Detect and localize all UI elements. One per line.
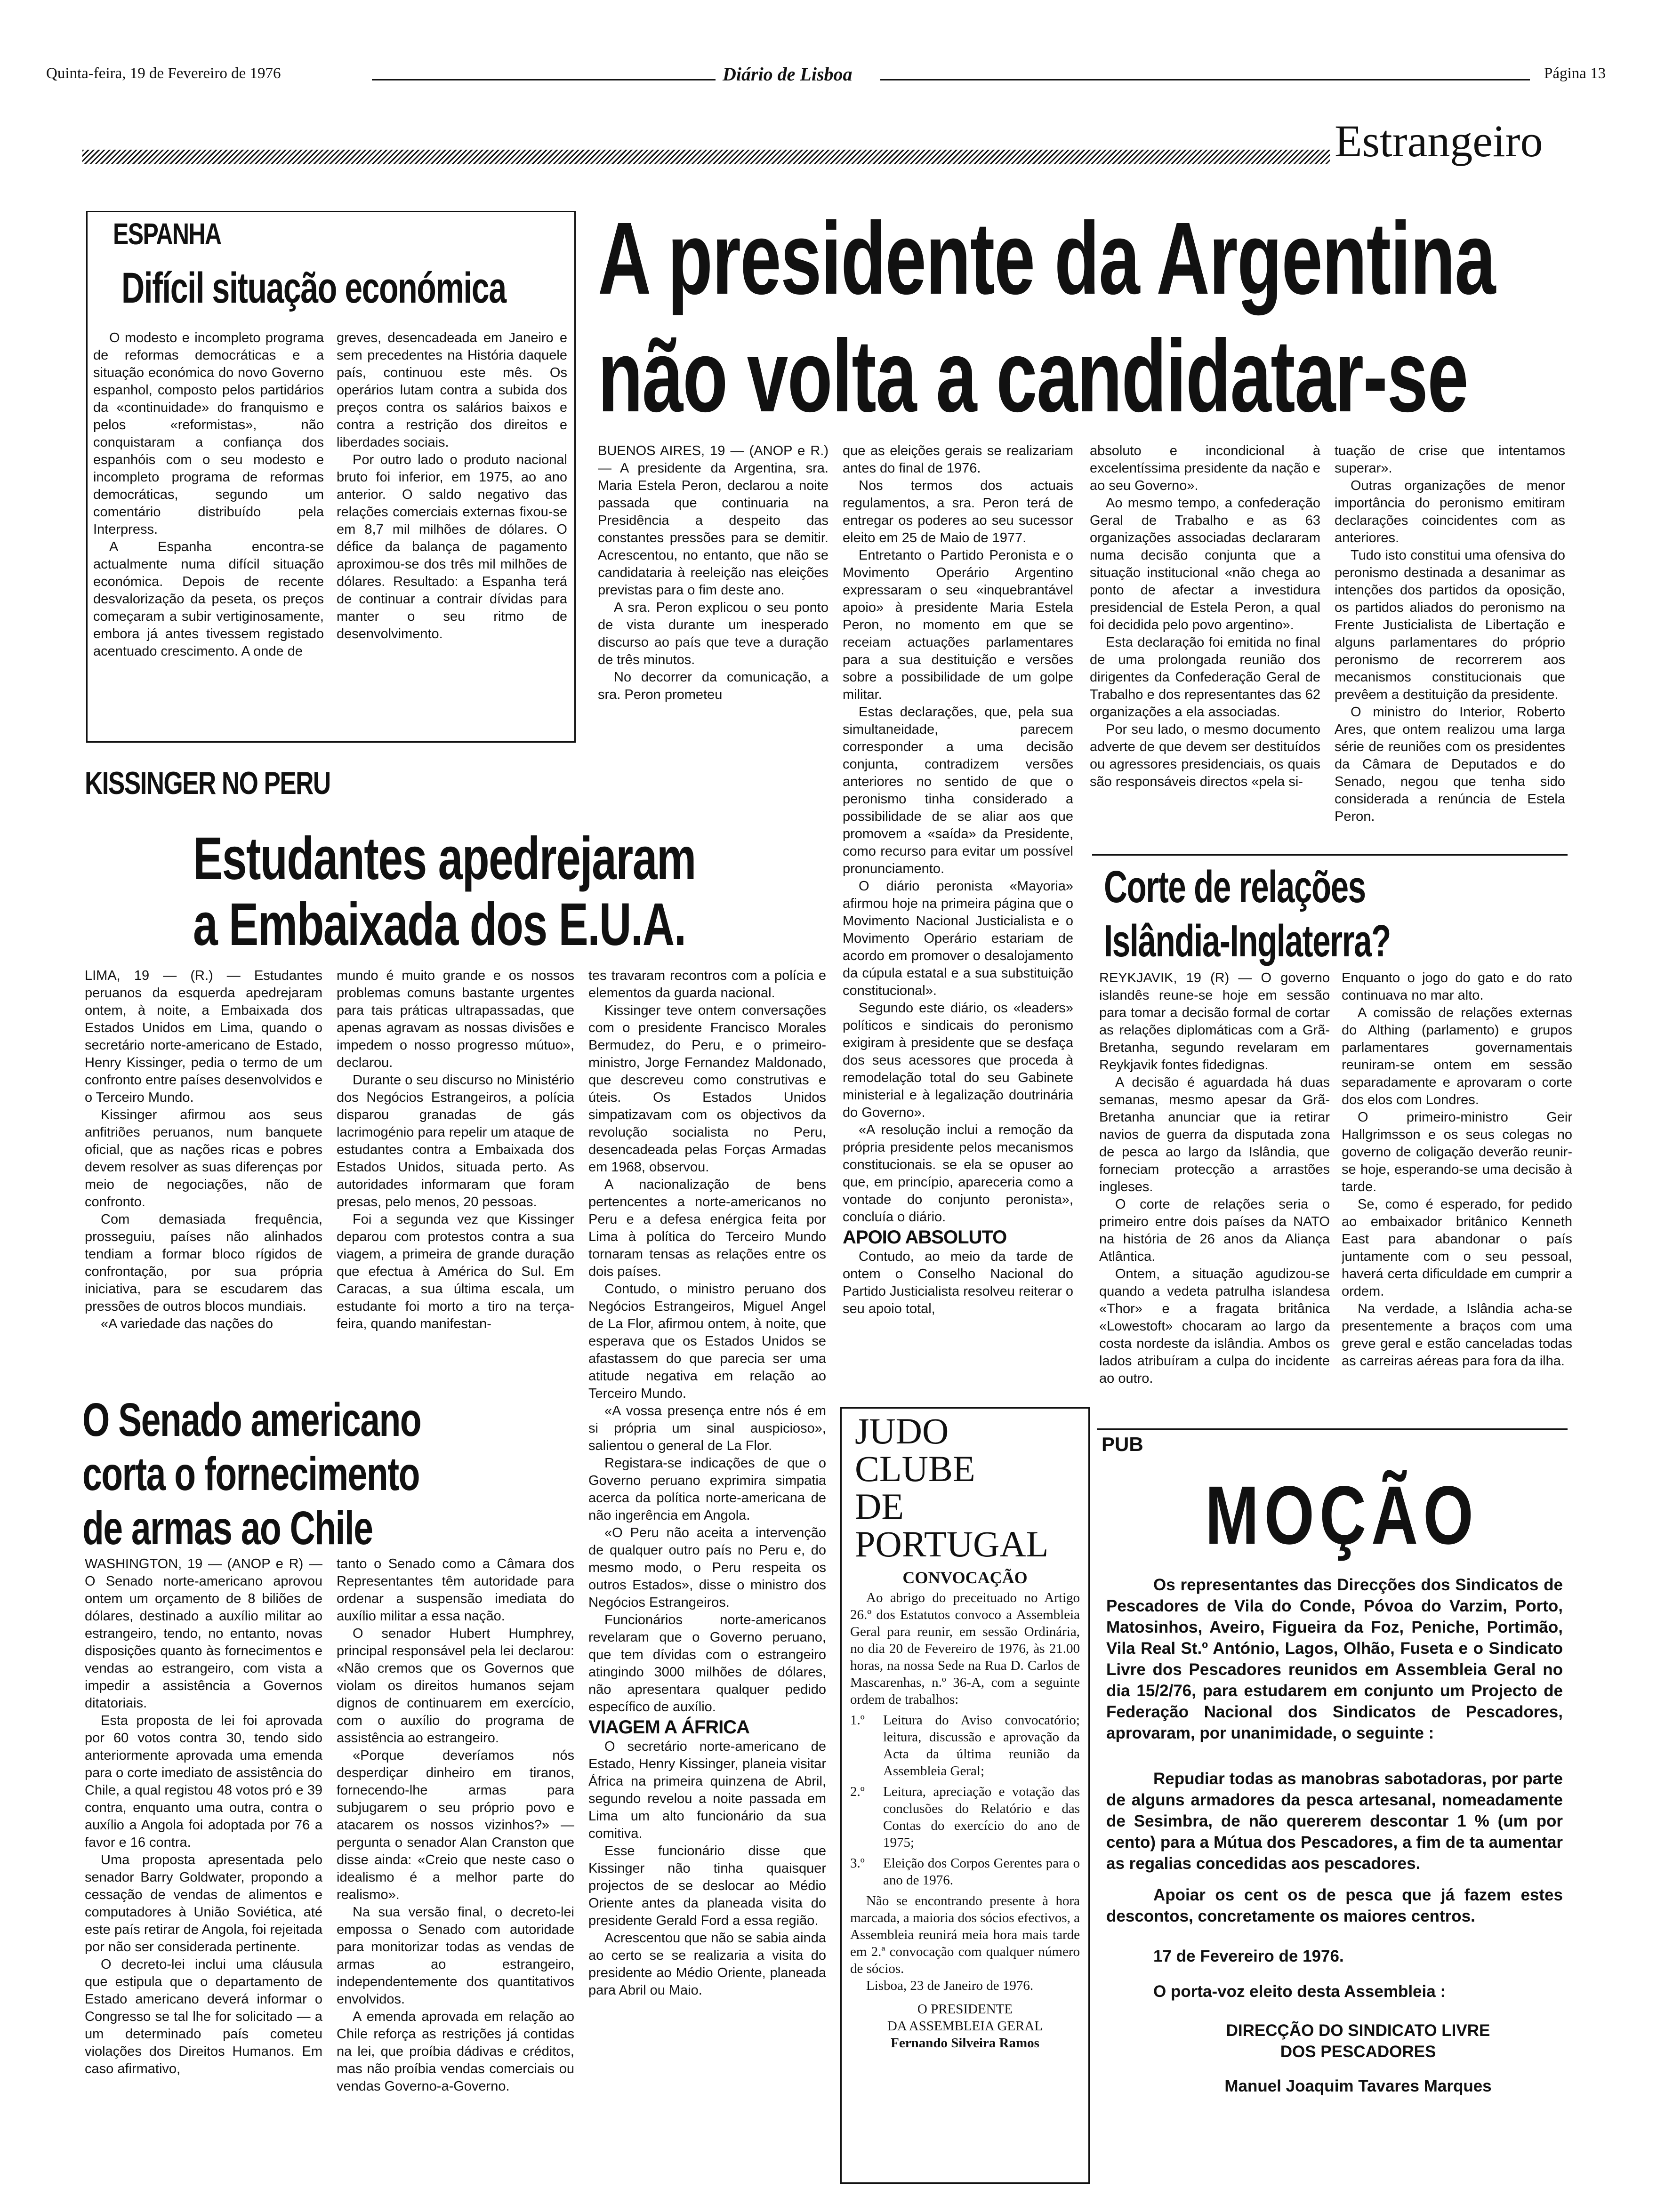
argentina-col2 [843, 442, 1073, 1431]
mocao-org-1: DIRECÇÃO DO SINDICATO LIVRE [1226, 2021, 1490, 2040]
kissinger-col3 [588, 967, 826, 2191]
islandia-headline-1: Corte de relações [1104, 862, 1366, 912]
espanha-col1 [93, 329, 324, 739]
paragraph: «Porque deveríamos nós desperdiçar dinheiro em tiranos, fornecendo-lhe armas para subjugarem o seu próprio povo e atacarem os nossos vizinhos?» — pergunta o senador Alan Cranston que disse ainda: «Creio que neste caso o idealismo é a melhor parte do realismo». [337, 1748, 574, 1902]
paragraph: Os representantes das Direcções dos Sindicatos de Pescadores de Vila do Conde, Póvoa do Varzim, Porto, Matosinhos, Aveiro, Figueira da Foz, Peniche, Portimão, Vila Real St.º António, Lagos, Olhão, Fuseta e o Sindicato Livre dos Pescadores reunidos em Assembleia Geral no dia 15/2/76, para estudarem em conjunto um Projecto de Federação Nacional dos Sindicatos de Pescadores, aprovaram, por unanimidade, o seguinte : [1106, 1576, 1563, 1742]
paragraph: Na verdade, a Islândia acha-se presentemente a braços com uma greve geral e estão canceladas todas as carreiras aéreas para fora da ilha. [1342, 1301, 1572, 1369]
judo-title-2: CLUBE [855, 1448, 975, 1489]
paragraph: Tudo isto constitui uma ofensiva do peronismo destinada a desanimar as intenções dos partidos da oposição, os partidos aliados do peronismo na Frente Justicialista de Libertação e alguns parlamentares do próprio peronismo de recorrerem aos mecanismos constitucionais que prevêem a destituição da presidente. [1335, 548, 1565, 702]
paragraph: O diário peronista «Mayoria» afirmou hoje na primeira página que o Movimento Nacional Justicialista e o Movimento Operário estariam de acordo em promover o desalojamento da cúpula estatal e a sua substituição constitucional». [843, 879, 1073, 998]
paragraph: Esta declaração foi emitida no final de uma prolongada reunião dos dirigentes da Confederação Geral de Trabalho e dos representantes das 62 organizações a ela associadas. [1090, 635, 1320, 720]
espanha-kicker: ESPANHA [113, 217, 221, 251]
judo-title-4: PORTUGAL [855, 1523, 1049, 1564]
paragraph: Entretanto o Partido Peronista e o Movimento Operário Argentino expressaram o seu «inquebrantável apoio» à presidente Maria Estela Peron, no momento em que se receiam actuações parlamentares para a sua destituição e versões sobre a possibilidade de um golpe militar. [843, 548, 1073, 702]
paragraph: O primeiro-ministro Geir Hallgrimsson e os seus colegas no governo de coligação deverão reunir-se hoje, esperando-se uma decisão à tarde. [1342, 1110, 1572, 1194]
espanha-title: Difícil situação económica [121, 264, 506, 312]
masthead: Diário de Lisboa [723, 64, 853, 85]
header-rule-right [880, 79, 1530, 80]
paragraph: WASHINGTON, 19 — (ANOP e R) — O Senado norte-americano aprovou ontem um orçamento de 8 biliões de dólares, destinado a auxílio militar ao estrangeiro, tendo, no entanto, novas disposições quanto às fornecimentos e vendas ao estrangeiro, com vista a impedir a assistência a Governos ditatoriais. [85, 1556, 322, 1711]
paragraph: O ministro do Interior, Roberto Ares, que ontem realizou uma larga série de reuniões com os presidentes da Câmara de Deputados e do Senado, negou que tenha sido considerada a renúncia de Estela Peron. [1335, 705, 1565, 824]
africa-subheading: VIAGEM A ÁFRICA [588, 1717, 750, 1738]
paragraph: O secretário norte-americano de Estado, Henry Kissinger, planeia visitar África na primeira quinzena de Abril, segundo revelou a noite passada em Lima um alto funcionário da sua comitiva. [588, 1739, 826, 1841]
kissinger-kicker: KISSINGER NO PERU [85, 765, 330, 801]
paragraph: tanto o Senado como a Câmara dos Representantes têm autoridade para ordenar a suspensão imediata do auxílio militar a essa nação. [337, 1556, 574, 1624]
senado-col2 [337, 1555, 574, 2186]
header-date: Quinta-feira, 19 de Fevereiro de 1976 [46, 65, 281, 82]
islandia-col1 [1099, 970, 1330, 1421]
paragraph: Segundo este diário, os «leaders» políticos e sindicais do peronismo exigiram à presidente que se desfaça dos seus acessores que proceda à remodelação total do seu Gabinete ministerial e à legalização doutrinária do Governo». [843, 1001, 1073, 1120]
islandia-top-rule [1092, 854, 1568, 856]
place-date: Lisboa, 23 de Janeiro de 1976. [866, 1978, 1034, 1993]
paragraph: absoluto e incondicional à excelentíssima presidente da nação e ao seu Governo». [1090, 443, 1320, 493]
agenda-item: 3.º Eleição dos Corpos Gerentes para o ano de 1976. [850, 1856, 1080, 1888]
kissinger-col2 [337, 967, 574, 1381]
senado-headline-2: corta o fornecimento [82, 1448, 419, 1500]
islandia-col2 [1342, 970, 1572, 1421]
signature-title-1: O PRESIDENTE [917, 2002, 1013, 2017]
paragraph: Por seu lado, o mesmo documento adverte de que devem ser destituídos ou agressores presidenciais, os quais são responsáveis directos «pela si- [1090, 722, 1320, 789]
paragraph: No decorrer da comunicação, a sra. Peron prometeu [598, 670, 828, 702]
argentina-col1 [598, 442, 828, 753]
kissinger-headline-2: a Embaixada dos E.U.A. [193, 891, 686, 958]
argentina-col4 [1335, 442, 1565, 857]
paragraph: O senador Hubert Humphrey, principal responsável pela lei declarou: «Não cremos que os Governos que violam os direitos humanos sejam dignos de continuarem em exercício, com o auxílio do programa de assistência ao estrangeiro. [337, 1626, 574, 1746]
paragraph: A emenda aprovada em relação ao Chile reforça as restrições já contidas na lei, que proíbia dádivas e créditos, mas não proíbia vendas comerciais ou vendas Governo-a-Governo. [337, 2009, 574, 2094]
pub-label: PUB [1102, 1433, 1143, 1455]
paragraph: mundo é muito grande e os nossos problemas comuns bastante urgentes para tais práticas ultrapassadas, que apenas agravam as nossas divisões e impedem o nosso progresso mútuo», declarou. [337, 968, 574, 1070]
judo-title-3: DE [855, 1486, 904, 1527]
paragraph: Contudo, ao meio da tarde de ontem o Conselho Nacional do Partido Justicialista resolveu reiterar o seu apoio total, [843, 1249, 1073, 1316]
paragraph: O decreto-lei inclui uma cláusula que estipula que o departamento de Estado americano deverá informar o Congresso se tal lhe for solicitado — a um determinado país cometeu violações dos Direitos Humanos. Em caso afirmativo, [85, 1957, 322, 2076]
paragraph: LIMA, 19 — (R.) — Estudantes peruanos da esquerda apedrejaram ontem, à noite, a Embaixada dos Estados Unidos em Lima, quando o secretário norte-americano de Estado, Henry Kissinger, pedia o termo de um confronto entre países desenvolvidos e o Terceiro Mundo. [85, 968, 322, 1105]
paragraph: Na sua versão final, o decreto-lei empossa o Senado com autoridade para monitorizar todas as vendas de armas ao estrangeiro, independentemente dos quantitativos envolvidos. [337, 1905, 574, 2007]
judo-notice-box [840, 1407, 1090, 2184]
paragraph: Esse funcionário disse que Kissinger não tinha quaisquer projectos de se deslocar ao Médio Oriente antes da planeada visita do presidente Gerald Ford a essa região. [588, 1843, 826, 1928]
kissinger-headline-1: Estudantes apedrejaram [193, 825, 696, 892]
paragraph: Uma proposta apresentada pelo senador Barry Goldwater, propondo a cessação de vendas de alimentos e computadores à União Soviética, até este país retirar de Angola, foi rejeitada por não ser considerada pertinente. [85, 1852, 322, 1955]
paragraph: O modesto e incompleto programa de reformas democráticas e a situação económica do novo Governo espanhol, composto pelos partidários da «continuidade» do franquismo e pelos «reformistas», não conquistaram a confiança dos espanhóis com o seu modesto e incompleto programa de reformas democráticas, segundo um comentário distribuído pela Interpress. [93, 330, 324, 537]
paragraph: Não se encontrando presente à hora marcada, a maioria dos sócios efectivos, a Assembleia reunirá meia hora mais tarde em 2.ª convocação com qualquer número de sócios. [850, 1893, 1080, 1976]
espanha-col2 [337, 329, 567, 739]
mocao-title: MOÇÃO [1205, 1469, 1479, 1562]
senado-col1 [85, 1555, 322, 2186]
paragraph: «A vossa presença entre nós é em si própria um sinal auspicioso», salientou o general de La Flor. [588, 1403, 826, 1453]
paragraph: A Espanha encontra-se actualmente numa difícil situação económica. Depois de recente desvalorização da peseta, os preços começaram a subir vertiginosamente, embora já antes tivessem registado acentuado crescimento. A onde de [93, 539, 324, 659]
senado-headline-1: O Senado americano [82, 1394, 421, 1446]
paragraph: Enquanto o jogo do gato e do rato continuava no mar alto. [1342, 970, 1572, 1003]
paragraph: Por outro lado o produto nacional bruto foi inferior, em 1975, ao ano anterior. O saldo negativo das relações comerciais externas fixou-se em 8,7 mil milhões de dólares. O défice da balança de pagamento aproximou-se dos três mil milhões de dólares. Resultado: a Espanha terá de continuar a contrair dívidas para manter o seu ritmo de desenvolvimento. [337, 452, 567, 641]
mocao-signer: Manuel Joaquim Tavares Marques [1224, 2077, 1492, 2095]
mocao-porta-voz: O porta-voz eleito desta Assembleia : [1153, 1982, 1446, 2001]
paragraph: A comissão de relações externas do Althing (parlamento) e grupos parlamentares governamentais reuniram-se ontem em sessão separadamente e aprovaram o corte dos elos com Londres. [1342, 1005, 1572, 1107]
agenda-item: 2.º Leitura, apreciação e votação das conclusões do Relatório e das Contas do exercício do ano de 1975; [850, 1784, 1080, 1850]
paragraph: Durante o seu discurso no Ministério dos Negócios Estrangeiros, a polícia disparou granadas de gás lacrimogénio para repelir um ataque de estudantes contra a Embaixada dos Estados Unidos, situada perto. As autoridades informaram que foram presas, pelo menos, 20 pessoas. [337, 1073, 574, 1210]
paragraph: Nos termos dos actuais regulamentos, a sra. Peron terá de entregar os poderes ao seu sucessor eleito em 25 de Maio de 1977. [843, 478, 1073, 545]
paragraph: tes travaram recontros com a polícia e elementos da guarda nacional. [588, 968, 826, 1001]
section-hatch-band [82, 150, 1330, 164]
paragraph: Acrescentou que não se sabia ainda ao certo se se realizaria a visita do presidente ao Médio Oriente, planeada para Abril ou Maio. [588, 1931, 826, 1998]
paragraph: O corte de relações seria o primeiro entre dois países da NATO na história de 26 anos da Aliança Atlântica. [1099, 1197, 1330, 1264]
pub-top-rule [1097, 1428, 1568, 1430]
paragraph: Outras organizações de menor importância do peronismo emitiram declarações coincidentes com as anteriores. [1335, 478, 1565, 545]
paragraph: A nacionalização de bens pertencentes a norte-americanos no Peru e a defesa enérgica feita por Lima à política do Terceiro Mundo tornaram tensas as relações entre os dois países. [588, 1177, 826, 1279]
paragraph: tuação de crise que intentamos superar». [1335, 443, 1565, 476]
paragraph: Registara-se indicações de que o Governo peruano exprimira simpatia acerca da política norte-americana de não ingerência em Angola. [588, 1456, 826, 1523]
argentina-headline-2: não volta a candidatar-se [598, 319, 1468, 433]
paragraph: Funcionários norte-americanos revelaram que o Governo peruano, que tem dívidas com o estrangeiro atingindo 3000 milhões de dólares, não apresentara qualquer pedido específico de auxílio. [588, 1612, 826, 1715]
argentina-col3 [1090, 442, 1320, 857]
paragraph: BUENOS AIRES, 19 — (ANOP e R.) — A presidente da Argentina, sra. Maria Estela Peron, declarou a noite passada que continuaria na Presidência a despeito das constantes pressões para se demitir. Acrescentou, no entanto, que não se candidataria à reeleição nas eleições previstas para o fim deste ano. [598, 443, 828, 598]
paragraph: Contudo, o ministro peruano dos Negócios Estrangeiros, Miguel Angel de La Flor, afirmou ontem, à noite, que esperava que os Estados Unidos se afastassem do que parecia ser uma atitude negativa em relação ao Terceiro Mundo. [588, 1282, 826, 1401]
paragraph: REYKJAVIK, 19 (R) — O governo islandês reune-se hoje em sessão para tomar a decisão formal de cortar as relações diplomáticas com a Grã-Bretanha, segundo revelaram em Reykjavik fontes fidedignas. [1099, 970, 1330, 1073]
islandia-headline-2: Islândia-Inglaterra? [1104, 916, 1391, 966]
paragraph: Foi a segunda vez que Kissinger deparou com protestos contra a sua viagem, a primeira de grande duração que efectua à América do Sul. Em Caracas, a sua última escala, um estudante foi morto a tiro na terça-feira, quando manifestan- [337, 1212, 574, 1331]
kissinger-col1 [85, 967, 322, 1381]
paragraph: Apoiar os cent os de pesca que já fazem estes descontos, concretamente os maiores centros. [1106, 1886, 1563, 1925]
judo-convocacao: CONVOCAÇÃO [902, 1568, 1028, 1587]
senado-headline-3: de armas ao Chile [82, 1502, 373, 1555]
apoio-subheading: APOIO ABSOLUTO [843, 1227, 1007, 1248]
paragraph: Com demasiada frequência, prosseguiu, países não alinhados tendiam a formar bloco rígidos de confrontação, por sua própria iniciativa, para se escudarem das pressões de outros blocos mundiais. [85, 1212, 322, 1314]
paragraph: A decisão é aguardada há duas semanas, mesmo apesar da Grã-Bretanha anunciar que ia retirar navios de guerra da disputada zona de pesca ao largo da Islândia, que forneciam protecção a arrastões ingleses. [1099, 1075, 1330, 1194]
header-rule-left [372, 79, 716, 80]
paragraph: «O Peru não aceita a intervenção de qualquer outro país no Peru e, do mesmo modo, o Peru respeita os outros Estados», disse o ministro dos Negócios Estrangeiros. [588, 1525, 826, 1610]
judo-body [850, 1589, 1080, 2173]
judo-title-1: JUDO [855, 1411, 949, 1451]
paragraph: Kissinger teve ontem conversações com o presidente Francisco Morales Bermudez, do Peru, e o primeiro-ministro, Jorge Fernandez Maldonado, que descreveu como construtivas e úteis. Os Estados Unidos simpatizavam com os objectivos da revolução socialista no Peru, desencadeada pelas Forças Armadas em 1968, observou. [588, 1003, 826, 1175]
signature-title-2: DA ASSEMBLEIA GERAL [887, 2019, 1043, 2034]
paragraph: Ao abrigo do preceituado no Artigo 26.º dos Estatutos convoco a Assembleia Geral para reunir, em sessão Ordinária, no dia 20 de Fevereiro de 1976, às 21.00 horas, na nossa Sede na Rua D. Carlos de Mascarenhas, n.º 36-A, com a seguinte ordem de trabalhos: [850, 1590, 1080, 1707]
paragraph: Esta proposta de lei foi aprovada por 60 votos contra 30, tendo sido anteriormente aprovada uma emenda para o corte imediato de assistência do Chile, a qual registou 48 votos pró e 39 contra, enquanto uma outra, contra o auxílio a Angola foi adoptada por 76 a favor e 16 contra. [85, 1713, 322, 1850]
agenda-item: 1.º Leitura do Aviso convocatório; leitura, discussão e aprovação da Acta da última reunião da Assembleia Geral; [850, 1713, 1080, 1779]
paragraph: Kissinger afirmou aos seus anfitriões peruanos, num banquete oficial, que as nações ricas e pobres devem resolver as suas diferenças por meio de negociações, não de confronto. [85, 1107, 322, 1210]
paragraph: Estas declarações, que, pela sua simultaneidade, parecem corresponder a uma decisão conjunta, contradizem versões anteriores no sentido de que o peronismo tinha considerado a possibilidade de se aliar aos que promovem a «saída» da Presidente, como recurso para evitar um possível pronunciamento. [843, 705, 1073, 876]
paragraph: «A variedade das nações do [101, 1316, 273, 1331]
paragraph: Repudiar todas as manobras sabotadoras, por parte de alguns armadores da pesca artesanal, nomeadamente de Sesimbra, de não quererem descontar 1 % (um por cento) para a Mútua dos Pescadores, a fim de ta aumentar as regalias concedidas aos pescadores. [1106, 1770, 1563, 1873]
page-number: Página 13 [1544, 65, 1606, 82]
paragraph: «A resolução inclui a remoção da própria presidente pelos mecanismos constitucionais. se ela se opuser ao que, em princípio, apareceria como a vontade do conjunto peronista», concluía o diário. [843, 1122, 1073, 1225]
argentina-headline-1: A presidente da Argentina [598, 201, 1495, 316]
paragraph: Ao mesmo tempo, a confederação Geral de Trabalho e as 63 organizações associadas declararam numa decisão conjunta que a situação institucional «não chega ao ponto de afectar a investidura presidencial de Estela Peron, a qual foi decidida pelo povo argentino». [1090, 496, 1320, 633]
mocao-org-2: DOS PESCADORES [1280, 2043, 1436, 2061]
paragraph: Se, como é esperado, for pedido ao embaixador britânico Kenneth East para abandonar o país juntamente com o seu pessoal, haverá certa dificuldade em cumprir a ordem. [1342, 1197, 1572, 1299]
mocao-body [1106, 1574, 1563, 2097]
section-title: Estrangeiro [1335, 116, 1543, 166]
paragraph: A sra. Peron explicou o seu ponto de vista durante um inesperado discurso ao país que teve a duração de três minutos. [598, 600, 828, 667]
paragraph: que as eleições gerais se realizariam antes do final de 1976. [843, 443, 1073, 476]
mocao-date: 17 de Fevereiro de 1976. [1153, 1947, 1344, 1965]
paragraph: Ontem, a situação agudizou-se quando a vedeta patrulha islandesa «Thor» e a fragata britânica «Lowestoft» chocaram ao largo da costa nordeste da islândia. Ambos os lados atribuíram a culpa do incidente ao outro. [1099, 1266, 1330, 1386]
signature-name: Fernando Silveira Ramos [891, 2036, 1039, 2051]
paragraph: greves, desencadeada em Janeiro e sem precedentes na História daquele país, continuou este mês. Os operários lutam contra a subida dos preços contra os salários baixos e contra a restrição dos direitos e liberdades sociais. [337, 330, 567, 450]
